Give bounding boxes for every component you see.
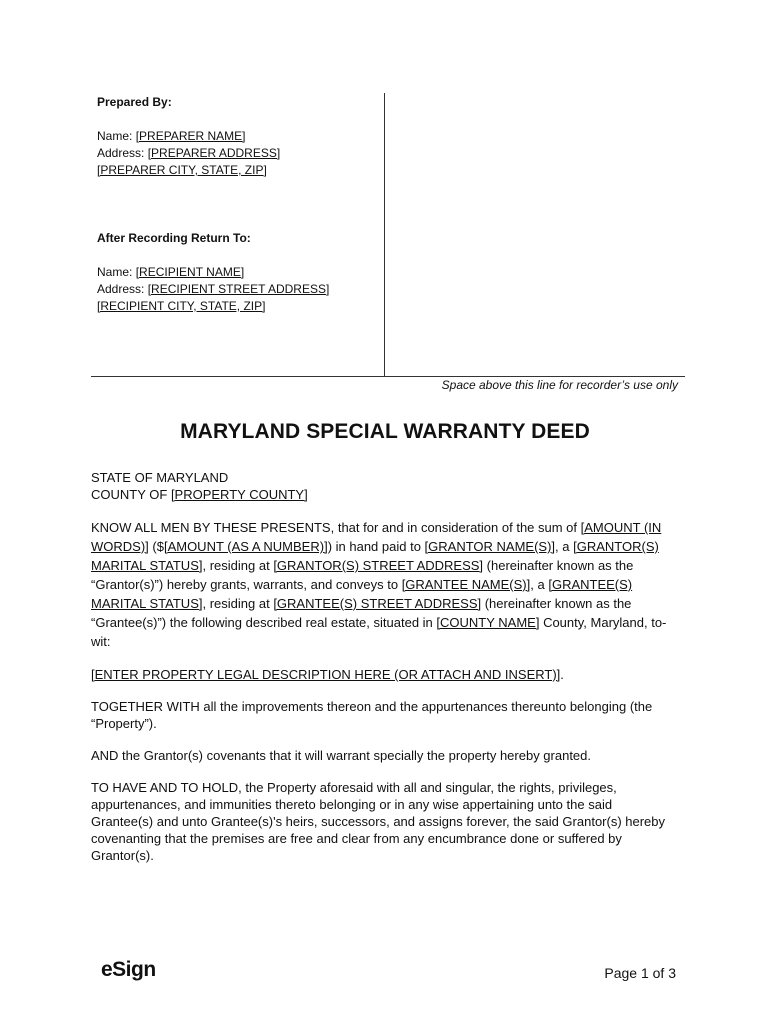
recipient-city-line: [97, 298, 382, 315]
state-county-block: STATE OF MARYLAND COUNTY OF [PROPERTY COUNTY]: [91, 470, 308, 502]
covenant-paragraph: AND the Grantor(s) covenants that it will warrant specially the property hereby granted.: [91, 748, 592, 763]
state-line: STATE OF MARYLAND: [91, 470, 229, 485]
recipient-address-field: [RECIPIENT STREET ADDRESS]: [147, 282, 330, 296]
amount-number-field: [AMOUNT (AS A NUMBER)]: [163, 539, 328, 554]
grantor-marital-field: [GRANTOR(S) MARITAL STATUS]: [91, 539, 659, 573]
preparer-address-field: [PREPARER ADDRESS]: [147, 146, 281, 160]
preparer-name-field: [PREPARER NAME]: [135, 129, 246, 143]
deed-body: [91, 469, 671, 879]
property-county-field: [PROPERTY COUNTY]: [170, 487, 308, 502]
habendum-paragraph: TO HAVE AND TO HOLD, the Property aforesaid with all and singular, the rights, privileges, appurtenances, and immunities thereto belonging or in any wise appertaining unto the said Grantee(s) and unto Grantee(s)'s heirs, successors, and assigns forever, the said Grantor(s) hereby covenanting that the premises are free and clear from any encumbrance done or suffered by Grantor(s).: [91, 780, 666, 863]
grantor-address-field: [GRANTOR(S) STREET ADDRESS]: [273, 558, 484, 573]
recorder-line: [91, 376, 685, 377]
page-number: Page 1 of 3: [604, 965, 676, 981]
preparer-name-line: Name: [PREPARER NAME]: [97, 129, 246, 143]
preparer-city-field: [PREPARER CITY, STATE, ZIP]: [97, 163, 267, 177]
preparer-city-line: [97, 162, 382, 179]
recording-header: [97, 94, 382, 315]
grantee-names-field: [GRANTEE NAME(S)]: [401, 577, 531, 592]
document-title: MARYLAND SPECIAL WARRANTY DEED: [180, 420, 590, 443]
recipient-address-line: Address: [RECIPIENT STREET ADDRESS]: [97, 282, 330, 296]
grantor-names-field: [GRANTOR NAME(S)]: [424, 539, 556, 554]
together-paragraph: TOGETHER WITH all the improvements thereon and the appurtenances thereunto belonging (the “Property”).: [91, 699, 653, 731]
amount-words-field: [AMOUNT (IN WORDS)]: [91, 520, 662, 554]
recipient-city-field: [RECIPIENT CITY, STATE, ZIP]: [97, 299, 266, 313]
consideration-paragraph: KNOW ALL MEN BY THESE PRESENTS, that for and in consideration of the sum of [AMOUNT (IN WORDS)] ($[AMOUNT (AS A NUMBER)]) in hand paid to [GRANTOR NAME(S)], a [GRANTOR(S) MARITAL STATUS], residing at [GRANTOR(S) STREET ADDRESS] (hereinafter known as the “Grantor(s)”) hereby grants, warrants, and conveys to [GRANTEE NAME(S)], a [GRANTEE(S) MARITAL STATUS], residing at [GRANTEE(S) STREET ADDRESS] (hereinafter known as the “Grantee(s)”) the following described real estate, situated in [COUNTY NAME] County, Maryland, to-wit:: [91, 520, 667, 649]
recipient-name-line: Name: [RECIPIENT NAME]: [97, 265, 245, 279]
prepared-by-heading: Prepared By:: [97, 95, 172, 109]
county-name-field: [COUNTY NAME]: [436, 615, 540, 630]
grantee-address-field: [GRANTEE(S) STREET ADDRESS]: [273, 596, 482, 611]
preparer-address-line: Address: [PREPARER ADDRESS]: [97, 146, 281, 160]
esign-logo: eSign: [101, 958, 156, 981]
legal-description-field: [ENTER PROPERTY LEGAL DESCRIPTION HERE (OR ATTACH AND INSERT)]: [91, 667, 561, 682]
recorder-note: Space above this line for recorder’s use only: [441, 378, 678, 392]
return-to-heading: After Recording Return To:: [97, 231, 251, 245]
recipient-name-field: [RECIPIENT NAME]: [135, 265, 245, 279]
header-divider-vertical: [384, 93, 385, 376]
legal-description-paragraph: [ENTER PROPERTY LEGAL DESCRIPTION HERE (OR ATTACH AND INSERT)].: [91, 667, 564, 682]
grantee-marital-field: [GRANTEE(S) MARITAL STATUS]: [91, 577, 633, 611]
